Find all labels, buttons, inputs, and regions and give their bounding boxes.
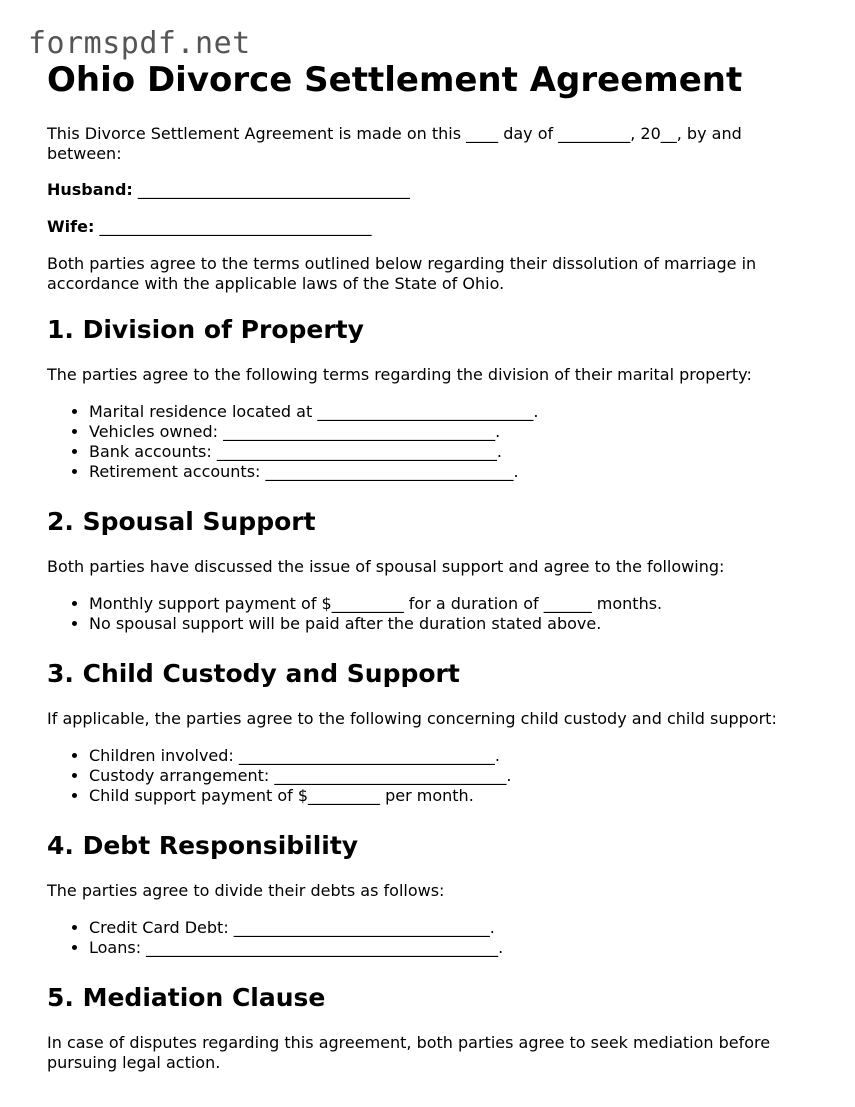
list-item: • Vehicles owned: __________________________________. [89,422,817,442]
section-lead: The parties agree to divide their debts as follows: [47,881,445,900]
husband-blank[interactable]: __________________________________ [137,180,410,199]
section-heading: 3. Child Custody and Support [47,659,460,688]
section-spousal-support [47,506,817,634]
list-item: • Marital residence located at ___________________________. [89,402,817,422]
section-heading: 5. Mediation Clause [47,983,326,1012]
wife-label: Wife: [47,217,95,236]
intro-paragraph: This Divorce Settlement Agreement is made on this ____ day of _________, 20__, by and between: [47,124,742,163]
section-lead: Both parties have discussed the issue of spousal support and agree to the following: [47,557,725,576]
list-item: • Credit Card Debt: ________________________________. [89,918,817,938]
section-heading: 4. Debt Responsibility [47,831,359,860]
section-mediation-clause [47,982,817,1073]
section-division-of-property [47,314,817,482]
wife-blank[interactable]: __________________________________ [99,217,372,236]
list-item: • Child support payment of $_________ per month. [89,786,817,806]
list-item: • Retirement accounts: _______________________________. [89,462,817,482]
section-debt-responsibility [47,830,817,958]
list-item: • Bank accounts: ___________________________________. [89,442,817,462]
watermark-logo: formspdf.net [28,26,251,61]
document-title: Ohio Divorce Settlement Agreement [47,60,743,100]
section-list [47,402,817,482]
husband-line [47,180,817,200]
section-list [47,918,817,958]
husband-label: Husband: [47,180,133,199]
section-heading: 1. Division of Property [47,315,364,344]
section-child-custody [47,658,817,806]
section-heading: 2. Spousal Support [47,507,316,536]
list-item: • Monthly support payment of $_________ for a duration of ______ months. [89,594,817,614]
list-item: • No spousal support will be paid after the duration stated above. [89,614,817,634]
section-lead: If applicable, the parties agree to the following concerning child custody and child support: [47,709,777,728]
list-item: • Loans: ____________________________________________. [89,938,817,958]
section-lead: The parties agree to the following terms regarding the division of their marital property: [47,365,752,384]
list-item: • Children involved: ________________________________. [89,746,817,766]
list-item: • Custody arrangement: _____________________________. [89,766,817,786]
agreement-paragraph: Both parties agree to the terms outlined below regarding their dissolution of marriage in accordance with the applicable laws of the State of Ohio. [47,254,757,293]
section-list [47,594,817,634]
document-page [47,58,817,1090]
section-lead: In case of disputes regarding this agreement, both parties agree to seek mediation before pursuing legal action. [47,1033,771,1072]
wife-line [47,217,817,237]
section-list [47,746,817,806]
